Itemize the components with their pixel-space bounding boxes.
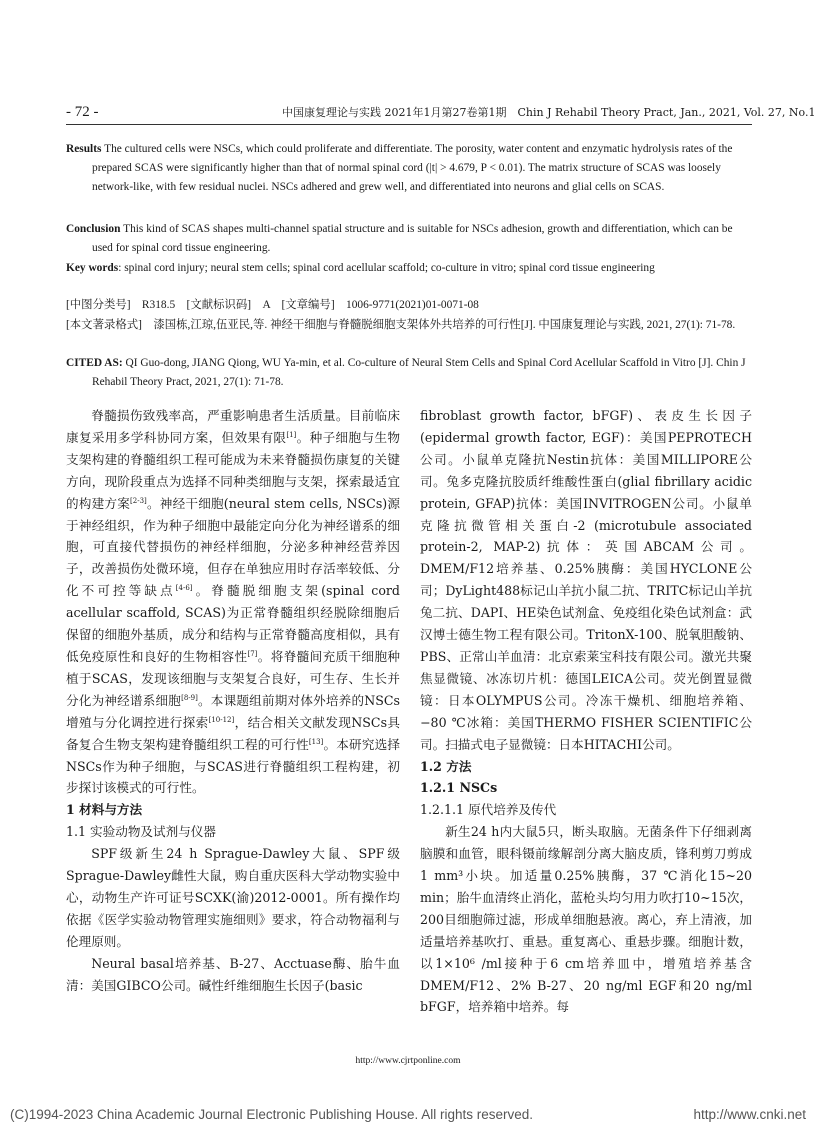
citation-marker: [2-3] [130,496,147,505]
culture-paragraph: 新生24 h内大鼠5只，断头取脑。无菌条件下仔细剥离脑膜和血管，眼科镊前缘解剖分离大脑皮质，锋利剪刀剪成1 mm³小块。加适量0.25%胰酶，37 ℃消化15~20 min；胎牛血清终止消化，蓝枪头均匀用力吹打10~15次，200目细胞筛过滤，形成单细胞悬液。离心，弃上清液，加适量培养基吹打、重悬。重复离心、重悬步骤。细胞计数，以1×10⁶ /ml接种于6 cm培养皿中，增殖培养基含DMEM/F12、2% B-27、20 ng/ml EGF和20 ng/ml bFGF，培养箱中培养。每 [420,824,752,1015]
intro-paragraph: 脊髓损伤致残率高，严重影响患者生活质量。目前临床康复采用多学科协同方案，但效果有限[1]。种子细胞与生物支架构建的脊髓组织工程可能成为未来脊髓损伤康复的关键方向，现阶段重点为选择不同种类细胞与支架，探索最适宜的构建方案[2-3]。神经干细胞(neural stem cells, NSCs)源于神经组织，作为种子细胞中最能定向分化为神经谱系的细胞，可直接代替损伤的神经样细胞，分泌多种神经营养因子，改善损伤处微环境，但存在单独应用时存活率较低、分化不可控等缺点[4-6]。脊髓脱细胞支架(spinal cord acellular scaffold, SCAS)为正常脊髓组织经脱除细胞后保留的细胞外基质，成分和结构与正常脊髓高度相似，具有低免疫原性和良好的生物相容性[7]。将脊髓间充质干细胞种植于SCAS，发现该细胞与支架复合良好，可生存、生长并分化为神经谱系细胞[8-9]。本课题组前期对体外培养的NSCs增殖与分化调控进行探索[10-12]，结合相关文献发现NSCs具备复合生物支架构建脊髓组织工程的可行性[13]。本研究选择NSCs作为种子细胞，与SCAS进行脊髓组织工程构建，初步探讨该模式的可行性。 [66,408,401,796]
citation-marker: [1] [286,430,297,439]
classification-line: [中图分类号] R318.5 [文献标识码] A [文章编号] 1006-9771(2021)01-0071-08 [66,299,479,311]
citation-marker: [4-6] [175,584,193,593]
cite-en-label: CITED AS: [66,357,123,369]
subsection-heading-methods: 1.2 方法 [420,758,472,774]
cite-cn-label: [本文著录格式] [66,319,142,331]
copyright-notice [10,1107,806,1122]
abstract-keywords [66,259,752,278]
keywords-label: Key words [66,262,119,274]
subsection-heading-animals-reagents: 1.1 实验动物及试剂与仪器 [66,824,216,840]
subsection-heading-nscs: 1.2.1 NSCs [420,780,498,796]
results-text: The cultured cells were NSCs, which could proliferate and differentiate. The porosity, water content and enzymatic hydrolysis rates of the prepared SCAS were significantly higher than that of normal spinal cord (|t| > 4.679, P < 0.01). The matrix structure of SCAS was loosely network-like, with few residual nuclei. NSCs adhered and grew well, and differentiated into neurons and glial cells on SCAS. [92,143,733,193]
conclusion-label: Conclusion [66,223,121,235]
abstract-results [66,140,752,197]
header-rule [66,124,752,125]
reagents-continued-paragraph: fibroblast growth factor, bFGF)、表皮生长因子(epidermal growth factor, EGF)：美国PEPROTECH公司。小鼠单克隆抗Nestin抗体：美国MILLIPORE公司。兔多克隆抗胶质纤维酸性蛋白(glial fibrillary acidic protein, GFAP)抗体：美国INVITROGEN公司。小鼠单克隆抗微管相关蛋白-2 (microtubule associated protein-2, MAP-2)抗体：英国ABCAM公司。DMEM/F12培养基、0.25%胰酶：美国HYCLONE公司；DyLight488标记山羊抗小鼠二抗、TRITC标记山羊抗兔二抗、DAPI、HE染色试剂盒、免疫组化染色试剂盒：武汉博士德生物工程有限公司。TritonX-100、脱氧胆酸钠、PBS、正常山羊血清：北京索莱宝科技有限公司。激光共聚焦显微镜、冰冻切片机：德国LEICA公司。荧光倒置显微镜：日本OLYMPUS公司。冷冻干燥机、细胞培养箱、−80 ℃冰箱：美国THERMO FISHER SCIENTIFIC公司。扫描式电子显微镜：日本HITACHI公司。 [420,408,752,752]
citation-marker: [10-12] [208,715,235,724]
cite-english [66,354,752,392]
cite-en-text: QI Guo-dong, JIANG Qiong, WU Ya-min, et al. Co-culture of Neural Stem Cells and Spinal Cord Acellular Scaffold in Vitro [J]. Chin J Rehabil Theory Pract, 2021, 27(1): 71-78. [92,357,746,388]
animals-paragraph: SPF级新生24 h Sprague-Dawley大鼠、SPF级Sprague-Dawley雌性大鼠，购自重庆医科大学动物实验中心，动物生产许可证号SCXK(渝)2012-0001。所有操作均依据《医学实验动物管理实施细则》要求，符合动物福利与伦理原则。 [66,846,400,949]
subsection-heading-primary-culture: 1.2.1.1 原代培养及传代 [420,802,557,818]
results-label: Results [66,143,102,155]
copyright-text: (C)1994-2023 China Academic Journal Electronic Publishing House. All rights reserved. [10,1107,534,1122]
citation-marker: [8-9] [181,693,198,702]
footer-url[interactable]: http://www.cjrtponline.com [355,1056,461,1066]
keywords-text: : spinal cord injury; neural stem cells; spinal cord acellular scaffold; co-culture in vitro; spinal cord tissue engineering [118,262,655,274]
cite-chinese [66,316,752,335]
reagents-paragraph: Neural basal培养基、B-27、Acctuase酶、胎牛血清：美国GIBCO公司。碱性纤维细胞生长因子(basic [66,955,400,993]
abstract-conclusion [66,220,752,258]
cite-cn-text: 漆国栋,江琼,伍亚民,等. 神经干细胞与脊髓脱细胞支架体外共培养的可行性[J]. 中国康复理论与实践, 2021, 27(1): 71-78. [153,319,736,331]
section-heading-materials-methods: 1 材料与方法 [66,802,143,818]
journal-header: 中国康复理论与实践 2021年1月第27卷第1期 Chin J Rehabil Theory Pract, Jan., 2021, Vol. 27, No.1 [282,106,816,119]
cnki-link[interactable]: http://www.cnki.net [693,1107,806,1122]
citation-marker: [7] [247,649,258,658]
page-number: - 72 - [66,104,99,120]
right-column [420,405,752,1018]
left-column [66,405,400,996]
conclusion-text: This kind of SCAS shapes multi-channel spatial structure and is suitable for NSCs adhesion, growth and differentiation, which can be used for spinal cord tissue engineering. [92,223,733,254]
citation-marker: [13] [308,737,324,746]
